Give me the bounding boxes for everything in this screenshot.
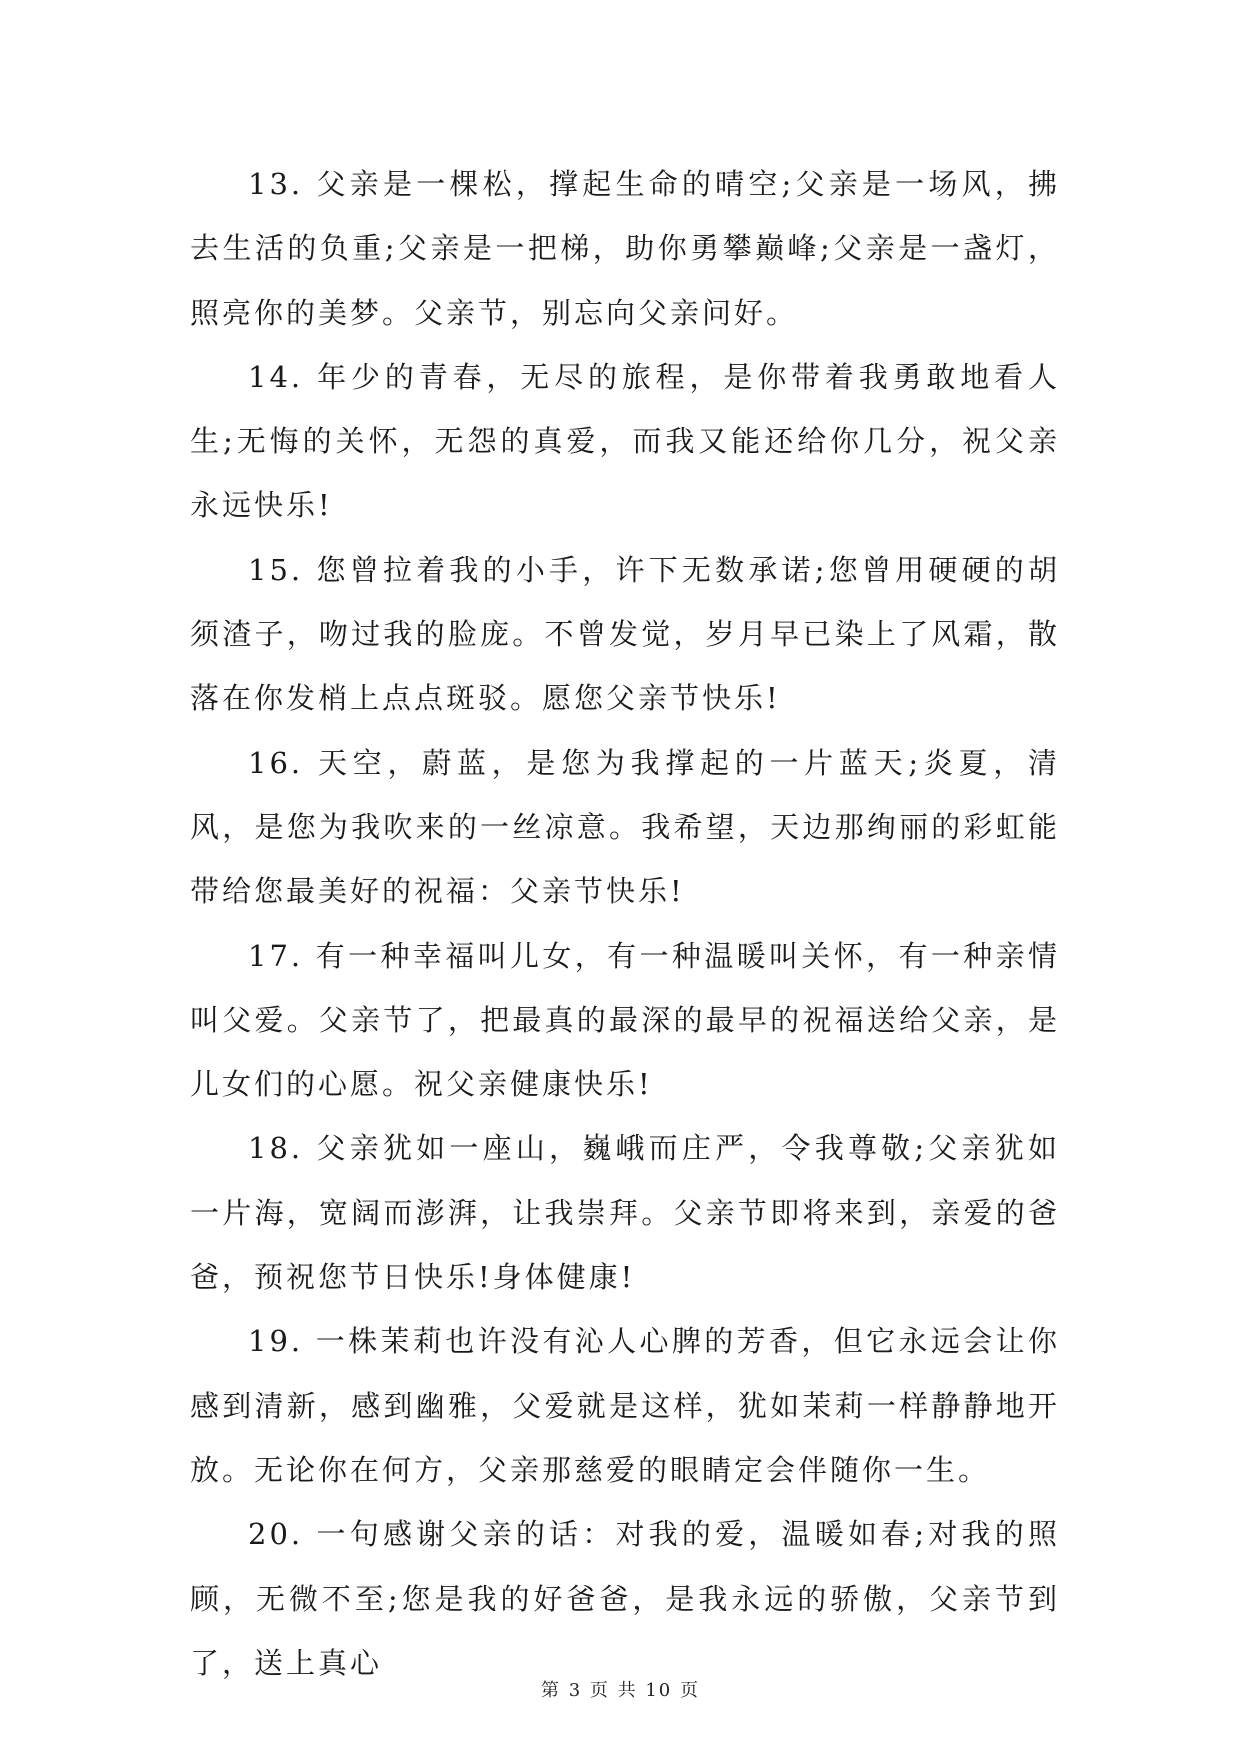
page-number-footer: 第 3 页 共 10 页 bbox=[541, 1680, 700, 1701]
document-body bbox=[190, 152, 1060, 1695]
paragraph-18: 18. 父亲犹如一座山，巍峨而庄严，令我尊敬;父亲犹如一片海，宽阔而澎湃，让我崇拜。父亲节即将来到，亲爱的爸爸，预祝您节日快乐!身体健康! bbox=[190, 1131, 1060, 1295]
paragraph-16: 16. 天空，蔚蓝，是您为我撑起的一片蓝天;炎夏，清风，是您为我吹来的一丝凉意。我希望，天边那绚丽的彩虹能带给您最美好的祝福：父亲节快乐! bbox=[190, 745, 1060, 909]
paragraph-19: 19. 一株茉莉也许没有沁人心脾的芳香，但它永远会让你感到清新，感到幽雅，父爱就是这样，犹如茉莉一样静静地开放。无论你在何方，父亲那慈爱的眼睛定会伴随你一生。 bbox=[190, 1324, 1060, 1487]
paragraph-13: 13. 父亲是一棵松，撑起生命的晴空;父亲是一场风，拂去生活的负重;父亲是一把梯，助你勇攀巅峰;父亲是一盏灯，照亮你的美梦。父亲节，别忘向父亲问好。 bbox=[190, 167, 1061, 330]
paragraph-20: 20. 一句感谢父亲的话：对我的爱，温暖如春;对我的照顾，无微不至;您是我的好爸爸，是我永远的骄傲，父亲节到了，送上真心 bbox=[190, 1517, 1060, 1680]
paragraph-14: 14. 年少的青春，无尽的旅程，是你带着我勇敢地看人生;无悔的关怀，无怨的真爱，而我又能还给你几分，祝父亲永远快乐! bbox=[190, 359, 1060, 523]
paragraph-17: 17. 有一种幸福叫儿女，有一种温暖叫关怀，有一种亲情叫父爱。父亲节了，把最真的最深的最早的祝福送给父亲，是儿女们的心愿。祝父亲健康快乐! bbox=[190, 938, 1060, 1102]
paragraph-15: 15. 您曾拉着我的小手，许下无数承诺;您曾用硬硬的胡须渣子，吻过我的脸庞。不曾发觉，岁月早已染上了风霜，散落在你发梢上点点斑驳。愿您父亲节快乐! bbox=[190, 552, 1060, 716]
